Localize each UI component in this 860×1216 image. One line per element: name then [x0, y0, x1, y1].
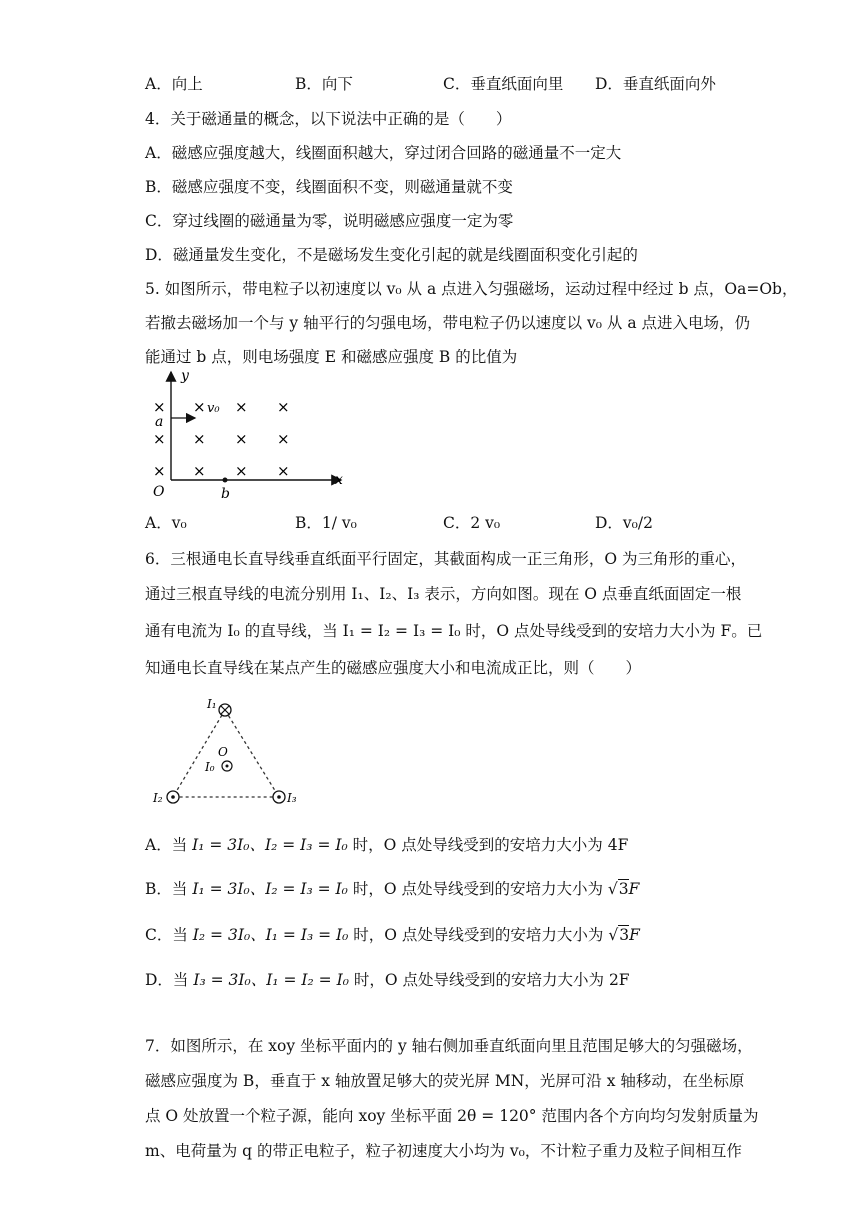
wire-i0-out-of-page-icon [222, 761, 232, 771]
field-crosses [153, 398, 290, 480]
field-cross: × [277, 462, 290, 480]
q5-magnetic-field-figure [145, 366, 355, 502]
q6-option-a-answer: 4F [607, 836, 629, 854]
q6-option-c-condition: I₂ = 3I₀、I₁ = I₃ = I₀ [192, 926, 349, 944]
label-i1: I₁ [207, 697, 217, 711]
y-axis-label: y [181, 368, 189, 384]
field-cross: × [193, 398, 206, 416]
q7-stem-line-1: 7．如图所示，在 xoy 坐标平面内的 y 轴右侧加垂直纸面向里且范围足够大的匀强磁场， [145, 1037, 753, 1055]
wire-i2-out-of-page-icon [167, 791, 179, 803]
q5-stem-line-2: 若撤去磁场加一个与 y 轴平行的匀强电场，带电粒子仍以速度以 v₀ 从 a 点进入电场，仍 [145, 314, 751, 332]
q6-option-a-middle: 时，O 点处导线受到的安培力大小为 [347, 836, 608, 854]
field-cross: × [153, 398, 166, 416]
point-b-dot [223, 478, 228, 483]
q5-stem-line-1: 5. 如图所示，带电粒子以初速度以 v₀ 从 a 点进入匀强磁场，运动过程中经过 b 点，Oa=Ob， [145, 280, 798, 298]
q3-options [145, 72, 745, 94]
q6-option-b-answer: √3F [607, 880, 640, 898]
q6-option-b-radicand: 3 [618, 880, 629, 898]
point-b-label: b [221, 486, 230, 502]
q3-option-b: B．向下 [295, 75, 353, 93]
q4-stem: 4．关于磁通量的概念，以下说法中正确的是（ ） [145, 110, 512, 128]
q6-option-c-prefix: C．当 [145, 926, 193, 944]
q6-option-d-condition: I₃ = 3I₀、I₁ = I₂ = I₀ [193, 971, 349, 989]
origin-label: O [153, 484, 165, 500]
q4-option-d: D．磁通量发生变化，不是磁场发生变化引起的就是线圈面积变化引起的 [145, 246, 638, 264]
q5-option-c: C．2 v₀ [443, 514, 501, 532]
q6-option-c-answer: √3F [608, 926, 640, 944]
q6-option-d [145, 968, 630, 990]
q6-option-d-middle: 时，O 点处导线受到的安培力大小为 [348, 971, 609, 989]
q6-option-b-condition: I₁ = 3I₀、I₂ = I₃ = I₀ [192, 880, 348, 898]
field-cross: × [193, 462, 206, 480]
field-cross: × [235, 430, 248, 448]
field-cross: × [235, 398, 248, 416]
q5-option-d: D．v₀/2 [595, 514, 653, 532]
q6-option-a-condition: I₁ = 3I₀、I₂ = I₃ = I₀ [192, 836, 348, 854]
field-cross: × [235, 462, 248, 480]
q5-stem-line-3: 能通过 b 点，则电场强度 E 和磁感应强度 B 的比值为 [145, 348, 518, 366]
q6-stem-line-2: 通过三根直导线的电流分别用 I₁、I₂、I₃ 表示，方向如图。现在 O 点垂直纸面固定一根 [145, 585, 742, 603]
q6-stem-line-4: 知通电长直导线在某点产生的磁感应强度大小和电流成正比，则（ ） [145, 659, 642, 677]
q3-option-d: D．垂直纸面向外 [595, 75, 716, 93]
q6-option-c [145, 923, 640, 945]
q7-stem-line-2: 磁感应强度为 B，垂直于 x 轴放置足够大的荧光屏 MN，光屏可沿 x 轴移动，在坐标原 [145, 1072, 745, 1090]
q6-option-c-answer-tail: F [629, 926, 640, 944]
q6-option-a [145, 833, 628, 855]
q6-triangle-wires-figure [145, 694, 315, 812]
field-cross: × [153, 430, 166, 448]
label-i3: I₃ [287, 791, 297, 805]
q4-option-c: C．穿过线圈的磁通量为零，说明磁感应强度一定为零 [145, 212, 514, 230]
q6-option-a-prefix: A．当 [145, 836, 193, 854]
q5-option-a: A．v₀ [145, 514, 187, 532]
q6-stem-line-1: 6．三根通电长直导线垂直纸面平行固定，其截面构成一正三角形，O 为三角形的重心， [145, 550, 746, 568]
q6-option-c-radicand: 3 [619, 926, 630, 944]
q6-stem-line-3: 通有电流为 I₀ 的直导线，当 I₁ = I₂ = I₃ = I₀ 时，O 点处导线受到的安培力大小为 F。已 [145, 622, 763, 640]
q5-option-b: B．1/ v₀ [295, 514, 357, 532]
q4-option-b: B．磁感应强度不变，线圈面积不变，则磁通量就不变 [145, 178, 513, 196]
q7-stem-line-3: 点 O 处放置一个粒子源，能向 xoy 坐标平面 2θ = 120° 范围内各个方向均匀发射质量为 [145, 1107, 759, 1125]
wire-i1-into-page-icon [219, 704, 231, 716]
q6-option-d-prefix: D．当 [145, 971, 194, 989]
q6-option-b [145, 877, 639, 899]
wire-i3-out-of-page-icon [273, 791, 285, 803]
point-a-label: a [155, 414, 164, 430]
q6-option-c-middle: 时，O 点处导线受到的安培力大小为 [348, 926, 609, 944]
q6-option-d-answer: 2F [608, 971, 630, 989]
q6-option-b-prefix: B．当 [145, 880, 193, 898]
q6-option-b-middle: 时，O 点处导线受到的安培力大小为 [347, 880, 608, 898]
label-o: O [218, 745, 228, 759]
label-i0: I₀ [205, 760, 215, 774]
x-axis-label: x [335, 472, 343, 488]
label-i2: I₂ [153, 791, 163, 805]
field-cross: × [153, 462, 166, 480]
q7-stem-line-4: m、电荷量为 q 的带正电粒子，粒子初速度大小均为 v₀，不计粒子重力及粒子间相互作 [145, 1142, 742, 1160]
q5-options [145, 511, 745, 533]
q3-option-a: A．向上 [145, 75, 203, 93]
velocity-label: v₀ [207, 401, 220, 416]
q3-option-c: C．垂直纸面向里 [443, 75, 564, 93]
q6-option-b-answer-tail: F [628, 880, 640, 898]
field-cross: × [277, 430, 290, 448]
field-cross: × [193, 430, 206, 448]
field-cross: × [277, 398, 290, 416]
q4-option-a: A．磁感应强度越大，线圈面积越大，穿过闭合回路的磁通量不一定大 [145, 144, 622, 162]
